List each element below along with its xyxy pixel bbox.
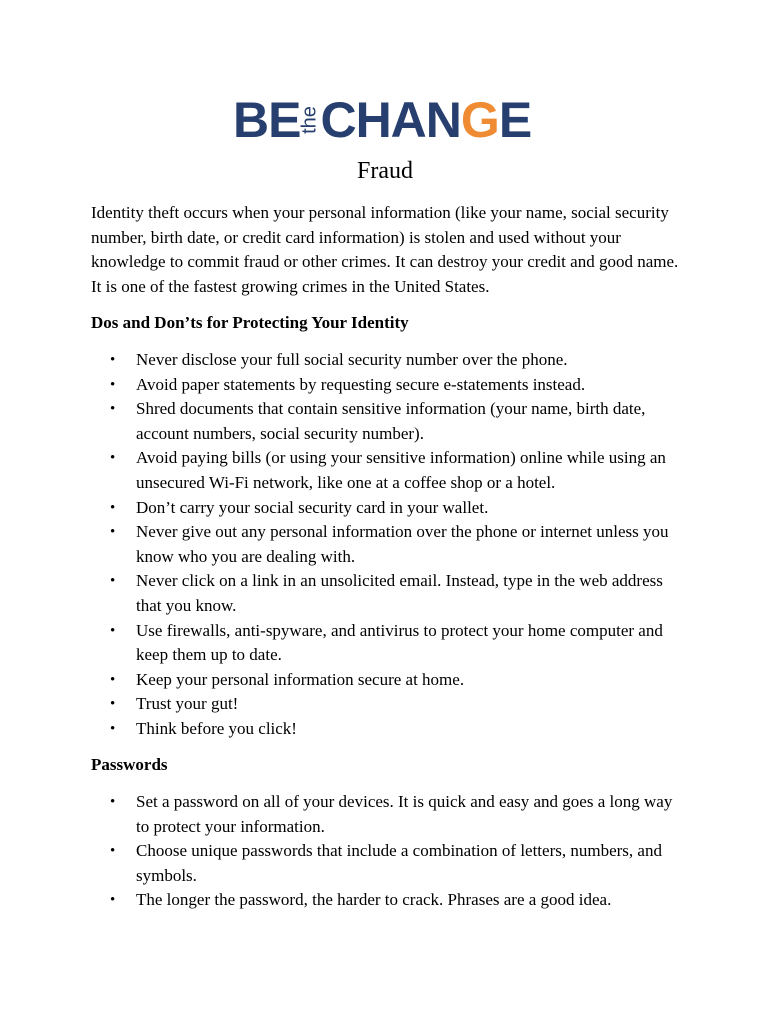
logo-part-be: BE xyxy=(233,92,301,148)
list-item-text: Choose unique passwords that include a combination of letters, numbers, and symbols. xyxy=(136,841,662,885)
list-item-text: Use firewalls, anti-spyware, and antivirus to protect your home computer and keep them up to date. xyxy=(136,620,663,665)
list-item xyxy=(91,790,681,839)
bullet-icon: • xyxy=(110,892,116,909)
logo-part-the: the xyxy=(298,106,321,134)
list-item-text: Keep your personal information secure at home. xyxy=(136,669,465,689)
list-item xyxy=(91,520,681,569)
list-item-text: Never give out any personal information over the phone or internet unless you know who you are dealing with. xyxy=(136,522,669,566)
dos-donts-heading: Dos and Don’ts for Protecting Your Identity xyxy=(91,313,409,333)
list-item xyxy=(91,692,681,717)
bullet-icon: • xyxy=(110,351,116,368)
list-item xyxy=(91,619,681,668)
intro-paragraph: Identity theft occurs when your personal information (like your name, social security number, birth date, or credit card information) is stolen and used without your knowledge to commit fraud or other crimes. It can destroy your credit and good name. It is one of the fastest growing crimes in the United States. xyxy=(91,203,679,296)
list-item xyxy=(91,839,681,888)
logo-part-e: E xyxy=(498,92,532,148)
bullet-icon: • xyxy=(110,794,116,811)
list-item xyxy=(91,569,681,618)
list-item xyxy=(91,717,681,742)
list-item xyxy=(91,397,681,446)
bullet-icon: • xyxy=(110,401,116,418)
bullet-icon: • xyxy=(110,671,116,688)
list-item-text: The longer the password, the harder to crack. Phrases are a good idea. xyxy=(136,890,612,910)
logo-part-chan: CHAN xyxy=(320,92,461,148)
list-item-text: Think before you click! xyxy=(136,718,297,738)
be-the-change-logo xyxy=(233,92,532,148)
list-item-text: Shred documents that contain sensitive information (your name, birth date, account numbers, social security number). xyxy=(136,399,646,443)
list-item xyxy=(91,668,681,693)
list-item-text: Trust your gut! xyxy=(136,694,239,714)
list-item-text: Set a password on all of your devices. It is quick and easy and goes a long way to protect your information. xyxy=(136,792,673,836)
list-item xyxy=(91,348,681,373)
list-item xyxy=(91,446,681,495)
list-item-text: Don’t carry your social security card in your wallet. xyxy=(136,497,489,517)
logo-part-g: G xyxy=(460,92,499,148)
dos-donts-list xyxy=(91,348,681,742)
passwords-list xyxy=(91,790,681,913)
bullet-icon: • xyxy=(110,622,116,639)
list-item-text: Never disclose your full social security number over the phone. xyxy=(136,349,568,369)
bullet-icon: • xyxy=(110,573,116,590)
passwords-heading: Passwords xyxy=(91,755,168,775)
bullet-icon: • xyxy=(110,450,116,467)
list-item-text: Never click on a link in an unsolicited email. Instead, type in the web address that you know. xyxy=(136,571,663,615)
list-item-text: Avoid paying bills (or using your sensitive information) online while using an unsecured Wi-Fi network, like one at a coffee shop or a hotel. xyxy=(136,448,666,492)
list-item xyxy=(91,373,681,398)
bullet-icon: • xyxy=(110,499,116,516)
bullet-icon: • xyxy=(110,720,116,737)
bullet-icon: • xyxy=(110,376,116,393)
bullet-icon: • xyxy=(110,524,116,541)
document-body xyxy=(91,201,681,913)
bullet-icon: • xyxy=(110,843,116,860)
list-item xyxy=(91,888,681,913)
page-title: Fraud xyxy=(357,158,413,184)
list-item xyxy=(91,496,681,521)
bullet-icon: • xyxy=(110,696,116,713)
list-item-text: Avoid paper statements by requesting secure e-statements instead. xyxy=(136,374,586,394)
